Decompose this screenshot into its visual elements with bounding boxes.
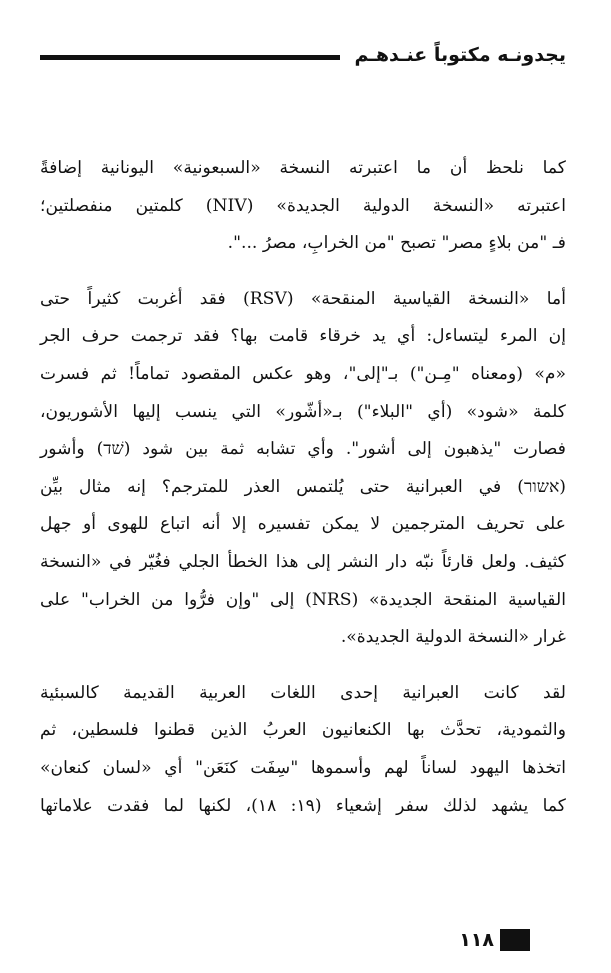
text-line: كما نلحظ أن ما اعتبرته النسخة «السبعونية» اليونانية إضافةً (40, 158, 566, 178)
text-line: كلمة «شود» (أي "البلاء") بـ«أشّور» التي ينسب إليها الأشوريون، (40, 401, 566, 422)
text-line: فـ "من بلاءٍ مصر" تصبح "من الخرابِ، مصرُ ...". (227, 233, 566, 254)
body-text (40, 150, 566, 825)
page-number-block (500, 929, 530, 951)
paragraph-1 (40, 150, 566, 263)
text-line: كما يشهد لذلك سفر إشعياء (١٩: ١٨)، لكنها لما فقدت علاماتها (40, 795, 566, 816)
text-line: القياسية المنقحة الجديدة» (NRS) إلى "وإن فرُّوا من الخراب" على (40, 589, 566, 610)
text-line: غرار «النسخة الدولية الجديدة». (340, 627, 566, 648)
header-rule (40, 55, 340, 60)
running-header (40, 38, 566, 72)
text-line: فصارت "يذهبون إلى أشور". وأي تشابه ثمة بين شود (שׁד) وأشور (40, 439, 566, 460)
text-line: (אשור) في العبرانية حتى يُلتمس العذر للمترجم؟ إنه مثال بيِّن (40, 476, 566, 497)
text-line: والثمودية، تحدَّث بها الكنعانيون العربُ الذين قطنوا فلسطين، ثم (40, 720, 566, 741)
text-line: اتخذها اليهود لساناً لهم وأسموها "سِفَت كنَعَن" أي «لسان كنعان» (40, 757, 566, 778)
page-footer (450, 928, 530, 952)
page-number: ١١٨ (459, 929, 494, 951)
text-line: كثيف. ولعل قارئاً نبّه دار النشر إلى هذا الخطأ الجلي فغُيّر في «النسخة (40, 551, 566, 572)
text-line: «م» (ومعناه "مِـن") بـ"إلى"، وهو عكس المقصود تماماً! ثم فسرت (40, 363, 566, 384)
text-line: أما «النسخة القياسية المنقحة» (RSV) فقد أغربت كثيراً حتى (40, 288, 566, 309)
text-line: إن المرء ليتساءل: أي يد خرقاء قامت بها؟ فقد ترجمت حرف الجر (40, 326, 566, 347)
text-line: على تحريف المترجمين لا يمكن تفسيره إلا أنه اتباع للهوى أو جهل (40, 514, 566, 535)
header-title: يجدونـه مكتوباً عنـدهـم (354, 44, 566, 66)
text-line: لقد كانت العبرانية إحدى اللغات العربية القديمة كالسبئية (40, 682, 566, 703)
paragraph-2 (40, 281, 566, 657)
paragraph-3 (40, 675, 566, 825)
text-line: اعتبرته «النسخة الدولية الجديدة» (NIV) كلمتين منفصلتين؛ (40, 195, 567, 216)
